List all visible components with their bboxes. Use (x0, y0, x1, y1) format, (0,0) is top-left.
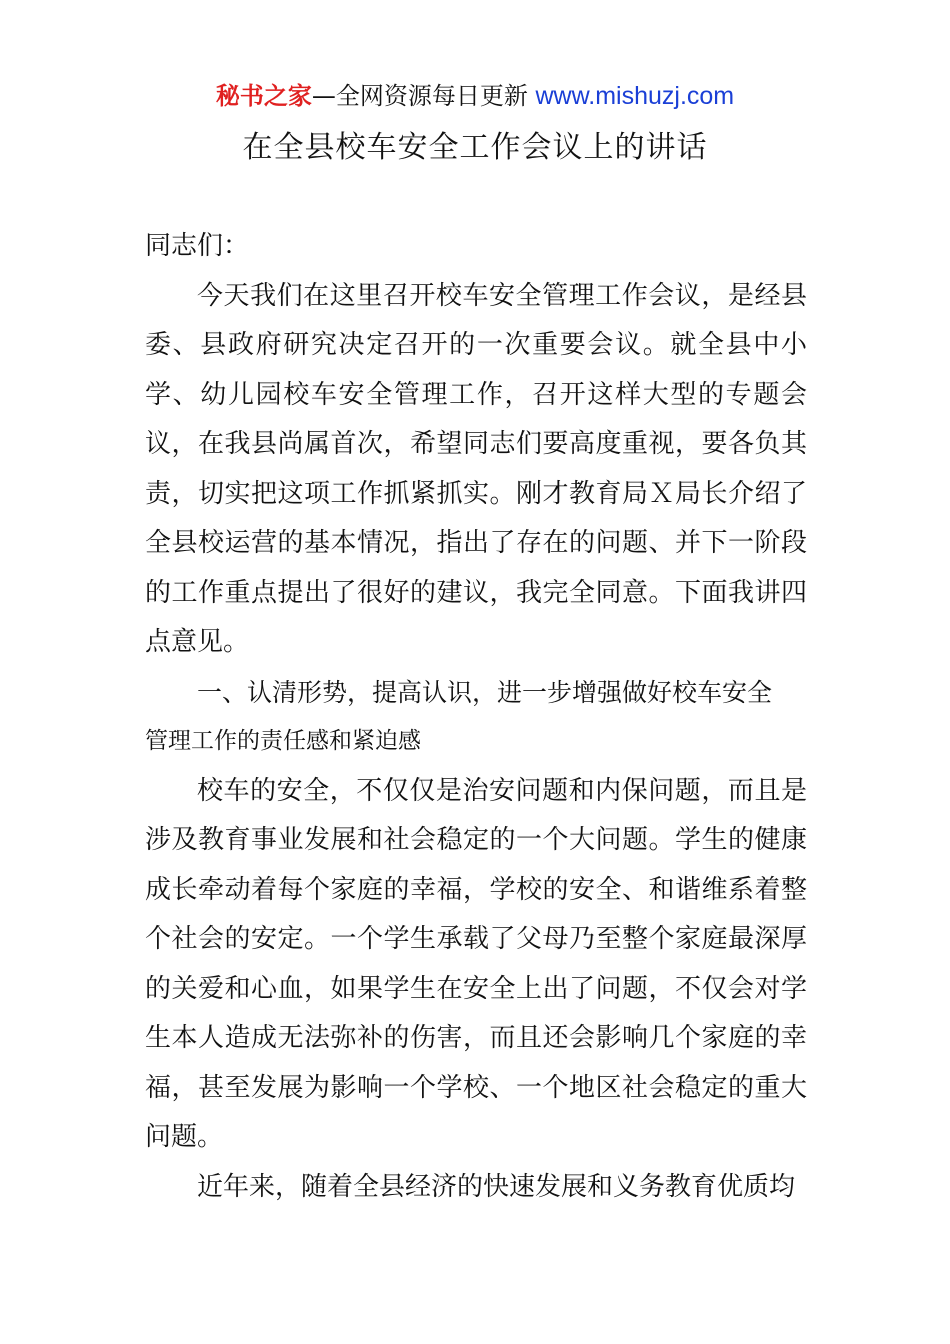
section-heading-1 (145, 668, 807, 718)
paragraph-school-bus-safety: 校车的安全，不仅仅是治安问题和内保问题，而且是涉及教育事业发展和社会稳定的一个大问题。学生的健康成长牵动着每个家庭的幸福，学校的安全、和谐维系着整个社会的安定。一个学生承载了父母乃至整个家庭最深厚的关爱和心血，如果学生在安全上出了问题，不仅会对学生本人造成无法弥补的伤害，而且还会影响几个家庭的幸福，甚至发展为影响一个学校、一个地区社会稳定的重大问题。 (145, 775, 807, 1152)
section-heading-1-line2: 管理工作的责任感和紧迫感 (145, 728, 421, 754)
paragraph-intro: 今天我们在这里召开校车安全管理工作会议，是经县委、县政府研究决定召开的一次重要会议。就全县中小学、幼儿园校车安全管理工作，召开这样大型的专题会议，在我县尚属首次，希望同志们要高度重视，要各负其责，切实把这项工作抓紧抓实。刚才教育局Ｘ局长介绍了全县校运营的基本情况，指出了存在的问题、并下一阶段的工作重点提出了很好的建议，我完全同意。下面我讲四点意见。 (145, 280, 807, 657)
section-heading-1-line1: 一、认清形势，提高认识，进一步增强做好校车安全 (197, 677, 773, 707)
site-url-link[interactable]: www.mishuzj.com (535, 82, 735, 110)
paragraph-recent-years: 近年来，随着全县经济的快速发展和义务教育优质均 (197, 1171, 796, 1202)
site-brand: 秘书之家 (215, 82, 312, 110)
salutation: 同志们： (145, 231, 250, 261)
document-title: 在全县校车安全工作会议上的讲话 (242, 130, 708, 165)
site-header (0, 80, 950, 112)
document-body (145, 222, 807, 1212)
site-slogan: —全网资源每日更新 (311, 82, 528, 110)
